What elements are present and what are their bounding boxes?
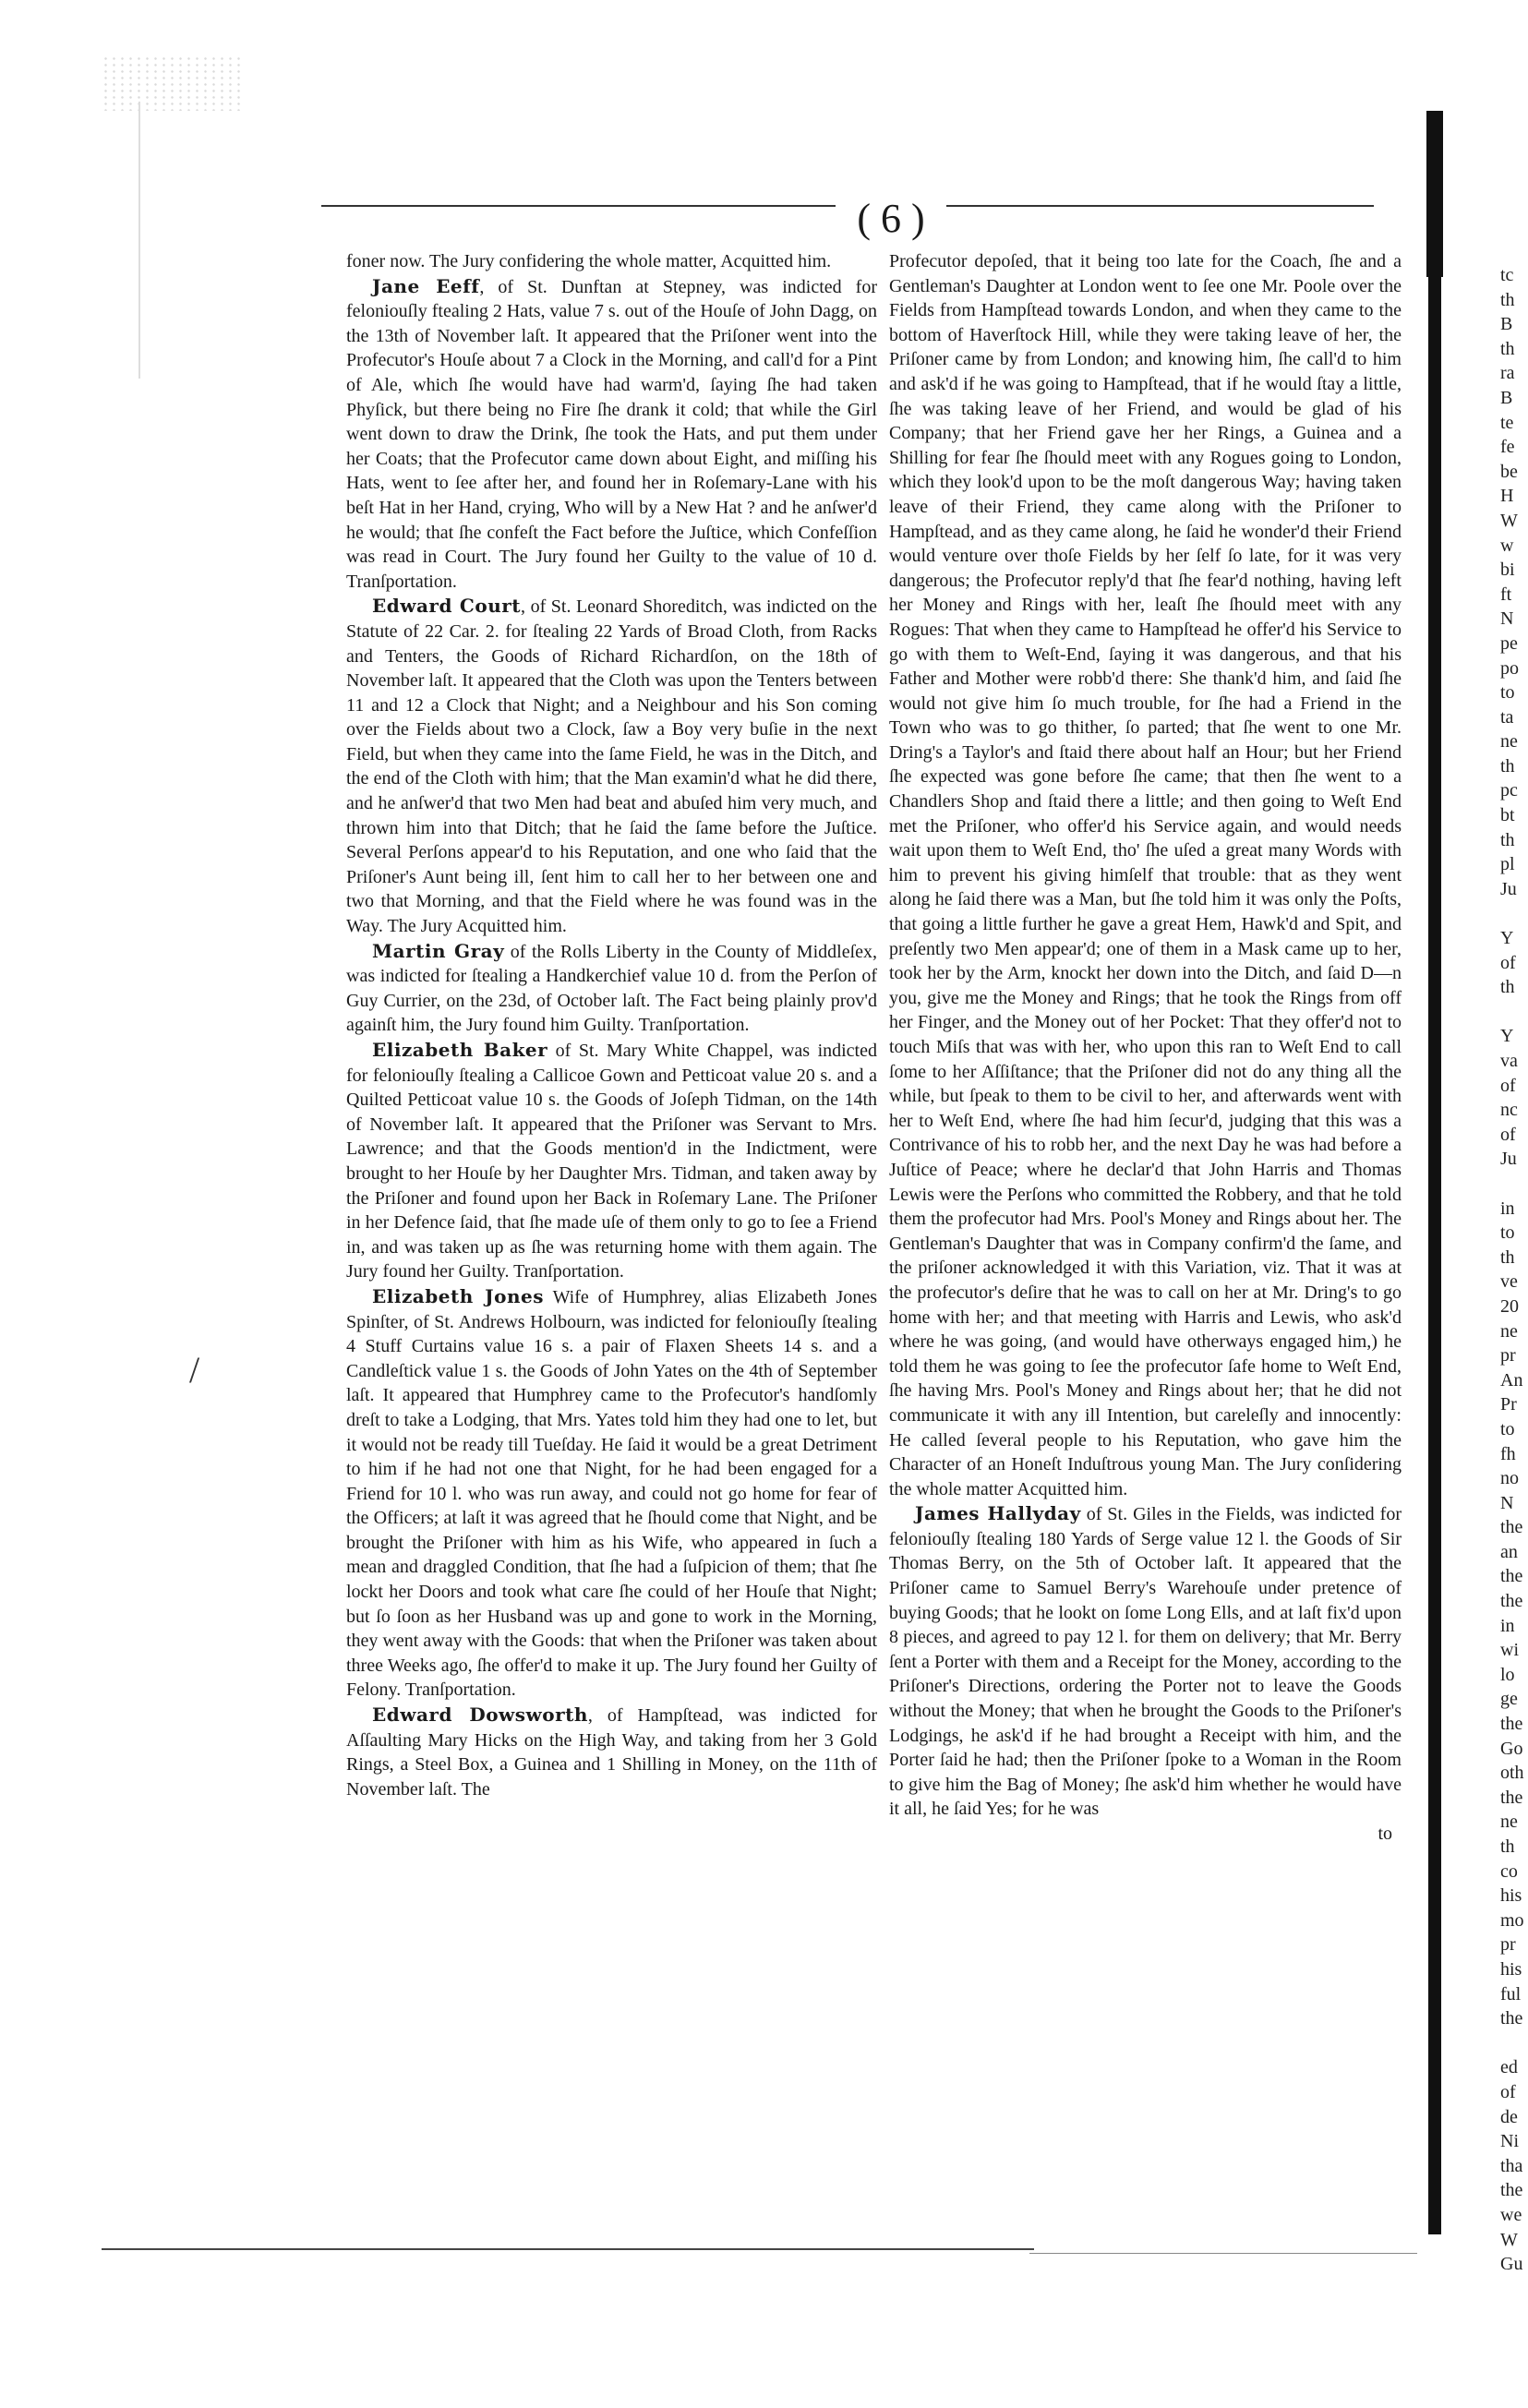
edge-fragment: ne [1500,1320,1518,1342]
defendant-name: Martin Gray [372,939,505,962]
edge-fragment [1500,1172,1528,1197]
edge-fragment: the [1500,2180,1523,2201]
paragraph-text: to [1378,1824,1392,1844]
edge-fragment: of [1500,1124,1516,1145]
edge-fragment: B [1500,314,1513,335]
defendant-name: Jane Eeff [372,274,480,297]
edge-fragment: his [1500,1958,1522,1980]
edge-fragment: lo [1500,1664,1515,1685]
footer-rule [102,2248,1034,2250]
edge-fragment: be [1500,461,1518,482]
scan-edge-line [138,102,140,379]
scan-smudge [102,55,240,111]
edge-fragment: the [1500,1787,1523,1808]
edge-fragment: to [1500,682,1515,704]
edge-fragment: bt [1500,805,1515,826]
edge-fragment [1500,901,1528,926]
paragraph-text: of St. Giles in the Fields, was indicted for feloniouſly ſtealing 180 Yards of Serge value 12 l. the Goods of Sir Thomas Berry, on the 5th of October laſt. It appeared that the Priſoner came to Samuel Berry's Warehouſe under pretence of buying Goods; that he lookt on ſome Long Ells, and at laſt fix'd upon 8 pieces, and agreed to pay 12 l. for them on delivery; that Mr. Berry ſent a Porter with them and a Receipt for the Money, according to the Priſoner's Directions, ordering the Porter not to leave the Goods without the Money; that when he brought the Goods to the Priſoner's Lodgings, he ask'd if he had brought a Receipt with him, and the Porter ſaid he had; then the Priſoner ſpoke to a Woman in the Room to give him the Bag of Money; ſhe ask'd him whether he would have it all, he ſaid Yes; for he was [889,1504,1402,1820]
edge-fragment [1500,1000,1528,1025]
edge-fragment: the [1500,1517,1523,1538]
edge-fragment: th [1500,755,1515,777]
edge-fragment: Y [1500,1026,1514,1047]
paragraph-text: foner now. The Jury confidering the whole matter, Acquitted him. [346,251,832,271]
edge-fragment: pe [1500,632,1518,654]
footer-rule-thin [1029,2253,1417,2254]
edge-fragment: Y [1500,928,1514,949]
edge-fragment: no [1500,1468,1519,1489]
edge-fragment: pc [1500,780,1518,801]
edge-fragment: nc [1500,1100,1518,1121]
edge-fragment: ed [1500,2057,1518,2078]
paragraph [889,249,1402,1501]
edge-fragment: tha [1500,2155,1523,2176]
edge-fragment: th [1500,289,1515,310]
edge-fragment: to [1500,1418,1515,1439]
paragraph [346,1284,877,1703]
edge-fragment: the [1500,1566,1523,1587]
edge-fragment: in [1500,1615,1515,1636]
edge-fragment: w [1500,535,1514,556]
edge-fragment: N [1500,608,1514,630]
defendant-name: Edward Court [372,595,522,618]
paragraph-text: Profecutor depoſed, that it being too late for the Coach, ſhe and a Gentleman's Daughter at London went to ſee one Mr. Poole over the Fields from Hampſtead towards London, and when they came to the bottom of Haverſtock Hill, while they were taking leave of her, the Priſoner came by from London; and knowing him, ſhe call'd to him and ask'd if he was going to Hampſtead, that if he would ſtay a little, ſhe was taking leave of her Friend, and would be glad of his Company; that her Friend gave her her Rings, a Guinea and a Shilling for fear ſhe ſhould meet with any Rogues going to London, which they look'd upon to be the moſt dangerous Way; having taken leave of their Friend, they came along with the Priſoner to Hampſtead, and as they came along, he ſaid he wonder'd their Friend would venture over thoſe Fields by her ſelf ſo late, for it was very dangerous; the Profecutor reply'd that ſhe fear'd nothing, having left her Money and Rings with her, leaſt ſhe ſhould meet with any Rogues: That when they came to Hampſtead he offer'd his Service to go with them to Weſt-End, ſaying it was dangerous, and that his Father and Mother were robb'd there: She thank'd him, and ſaid ſhe would not give him ſo much trouble, for ſhe had a Friend in the Town who was to go thither, ſo parted; that ſhe went to one Mr. Dring's a Taylor's and ſtaid there about half an Hour; but her Friend ſhe expected was gone before ſhe came; that then ſhe went to a Chandlers Shop and ſtaid there a little; and then going to Weſt End met the Priſoner, who offer'd his Service again, and would needs wait upon them to Weſt End, tho' ſhe uſed a great many Words with him to prevent his giving himſelf that trouble: that as they went along he ſaid there was a Man, but ſhe told him it was only the Poſts, that going a little further he gave a great Hem, Hawk'd and Spit, and preſently two Men appear'd; one of them in a Mask came up to her, took her by the Arm, knockt her down into the Ditch, and ſaid D—n you, give me the Money and Rings; that he took the Rings from off her Finger, and the Money out of her Pocket: That they offer'd not to touch Miſs that was with her, who upon this ran to Weſt End to call ſome to her Aſſiſtance; that the Priſoner did not do any thing all the while, but ſpeak to them to be civil to her, and afterwards went with her to Weſt End, where ſhe had him ſecur'd, judging that this was a Contrivance of his to robb her, and the next Day he was had before a Juſtice of Peace; where he declar'd that John Harris and Thomas Lewis were the Perſons who committed the Robbery, and that he told them the profecutor had Mrs. Pool's Money and Rings about her. The Gentleman's Daughter that was in Company confirm'd the ſame, and the priſoner acknowledged it with this Variation, viz. That it was at the profecutor's deſire that he was to call on her at Mr. Dring's to go home with her; and that meeting with Harris and Lewis, who ask'd where he was going, (and would have otherways engaged him,) he told them he was going to ſee the profecutor ſafe home to Weſt End, ſhe having Mrs. Pool's Money and Rings about her; that he did not communicate it with any ill Intention, but careleſly and innocently: He called ſeveral people to his Reputation, who gave him the Character of an Honeſt Induſtrous young Man. The Jury conſidering the whole matter Acquitted him. [889,251,1402,1499]
paragraph-text: of St. Mary White Chappel, was indicted for feloniouſly ſtealing a Callicoe Gown and Petticoat value 20 s. and a Quilted Petticoat value 10 s. the Goods of Joſeph Tidman, on the 14th of November laſt. It appeared that the Priſoner was Servant to Mrs. Lawrence; and that the Goods mention'd in the Indictment, were brought to her Houſe by her Daughter Mrs. Tidman, and taken away by the Priſoner and found upon her Back in Roſemary Lane. The Priſoner in her Defence ſaid, that ſhe made uſe of them only to go to ſee a Friend in, and was taken up as ſhe was returning home with them again. The Jury found her Guilty. Tranſportation. [346,1041,877,1282]
left-column [346,249,877,1801]
edge-fragment: te [1500,412,1514,433]
edge-fragment: po [1500,657,1519,679]
edge-fragment: Ni [1500,2131,1519,2152]
paragraph-text: , of St. Leonard Shoreditch, was indicted on the Statute of 22 Car. 2. for ſtealing 22 Yards of Broad Cloth, from Racks and Tenters, the Goods of Richard Richardſon, on the 18th of November laſt. It appeared that the Cloth was upon the Tenters between 11 and 12 a Clock that Night; and a Neighbour and his Son coming over the Fields about two a Clock, ſaw a Boy very buſie in the next Field, but when they came into the ſame Field, he was in the Ditch, and the end of the Cloth with him; that the Man examin'd what he did there, and he anſwer'd that two Men had beat and abuſed him very much, and thrown him into that Ditch; that he ſaid the ſame before the Juſtice. Several Perſons appear'd to his Reputation, and one who ſaid that the Priſoner's Aunt being ill, ſent him to call her to her between one and two that Morning, and that the Field where he was found was in the Way. The Jury Acquitted him. [346,596,877,937]
paragraph [889,1501,1402,1822]
edge-fragment: to [1500,1222,1515,1244]
adjacent-page-fragments [1500,263,1528,2277]
edge-fragment: his [1500,1885,1522,1907]
defendant-name: James Hallyday [915,1502,1081,1525]
paragraph [346,939,877,1038]
edge-fragment: Gu [1500,2254,1523,2275]
edge-fragment: N [1500,1492,1514,1513]
edge-fragment: ge [1500,1689,1518,1710]
edge-fragment: va [1500,1051,1518,1071]
paragraph-text: of the Rolls Liberty in the County of Middleſex, was indicted for ſtealing a Handkerchief value 10 d. from the Perſon of Guy Currier, on the 23d, of October laſt. The Fact being plainly prov'd againſt him, the Jury found him Guilty. Tranſportation. [346,941,878,1036]
edge-fragment: in [1500,1198,1515,1219]
right-column [889,249,1402,1847]
edge-fragment: B [1500,387,1513,408]
paragraph-text: , of Hampſtead, was indicted for Aſſaulting Mary Hicks on the High Way, and taking from her 3 Gold Rings, a Steel Box, a Guinea and 1 Shilling in Money, on the 11th of November laſt. The [346,1705,877,1800]
edge-fragment: co [1500,1860,1518,1882]
edge-fragment: tc [1500,265,1514,285]
edge-fragment: th [1500,1836,1515,1857]
edge-fragment: pr [1500,1934,1516,1956]
edge-fragment: pl [1500,854,1515,875]
edge-fragment [1500,2031,1528,2056]
edge-fragment: th [1500,338,1515,359]
defendant-name: Elizabeth Jones [372,1284,544,1307]
edge-fragment: W [1500,2229,1518,2250]
edge-fragment: Ju [1500,1149,1517,1170]
paragraph [346,249,877,274]
edge-fragment: ve [1500,1271,1518,1293]
edge-fragment: ne [1500,1812,1518,1833]
paragraph [346,594,877,938]
defendant-name: Edward Dowsworth [372,1704,588,1727]
edge-fragment: of [1500,2081,1516,2102]
edge-fragment: of [1500,952,1516,973]
edge-fragment: ta [1500,706,1514,728]
edge-fragment: pr [1500,1345,1516,1367]
paragraph-text: Wife of Humphrey, alias Elizabeth Jones Spinſter, of St. Andrews Holbourn, was indicted for feloniouſly ſtealing 4 Stuff Curtains value 16 s. a pair of Flaxen Sheets 14 s. and a Candleſtick value 1 s. the Goods of John Yates on the 4th of September laſt. It appeared that Humphrey came to the Profecutor's handſomly dreſt to take a Lodging, that Mrs. Yates told him they had one to let, but it would not be ready till Tueſday. He ſaid it would be a great Detriment to him if he had not one that Night, for he had been engaged for a Friend for 10 l. who was run away, and could not go home for fear of the Officers; at laſt it was agreed that he ſhould come that Night, and be brought the Priſoner with him as his Wife, who appeared in ſuch a mean and draggled Condition, that ſhe had a ſuſpicion of them; that ſhe lockt her Doors and took what care ſhe could of her Houſe that Night; but ſo ſoon as her Husband was up and gone to work in the Morning, they went away with the Goods: that when the Priſoner was taken about three Weeks ago, ſhe offer'd to make it up. The Jury found her Guilty of Felony. Tranſportation. [346,1286,877,1701]
paragraph [346,1703,877,1801]
edge-fragment: ra [1500,363,1515,384]
edge-fragment: 20 [1500,1295,1519,1317]
edge-fragment: W [1500,510,1518,531]
binding-shadow-lower [1428,277,1441,2234]
edge-fragment: the [1500,2008,1523,2029]
edge-fragment: wi [1500,1640,1519,1661]
edge-fragment: an [1500,1541,1518,1562]
edge-fragment: Go [1500,1738,1523,1759]
edge-fragment: th [1500,977,1515,998]
edge-fragment: Ju [1500,878,1517,899]
edge-fragment: ne [1500,731,1518,752]
edge-fragment: we [1500,2204,1522,2225]
edge-fragment: oth [1500,1763,1524,1784]
edge-fragment: the [1500,1714,1523,1735]
edge-fragment: de [1500,2106,1518,2127]
paragraph [346,1038,877,1284]
edge-fragment: bi [1500,560,1515,581]
page-number: ( 6 ) [836,196,946,242]
edge-fragment: of [1500,1075,1516,1096]
edge-fragment: the [1500,1591,1523,1612]
edge-fragment: mo [1500,1909,1524,1931]
paragraph [346,274,877,595]
edge-fragment: fe [1500,437,1515,458]
edge-fragment: ful [1500,1983,1522,2005]
catchword [889,1822,1392,1847]
binding-shadow [1426,111,1443,277]
edge-fragment: Pr [1500,1394,1517,1415]
edge-fragment: th [1500,829,1515,850]
edge-fragment: th [1500,1246,1515,1268]
edge-fragment: fh [1500,1443,1516,1464]
edge-fragment: H [1500,486,1514,507]
margin-mark: / [189,1349,200,1391]
paragraph-text: , of St. Dunftan at Stepney, was indicted for feloniouſly ftealing 2 Hats, value 7 s. out of the Houſe of John Dagg, on the 13th of November laſt. It appeared that the Priſoner went into the Profecutor's Houſe about 7 a Clock in the Morning, and call'd for a Pint of Ale, which ſhe would have had warm'd, ſaying ſhe had taken Phyſick, but there being no Fire ſhe drank it cold; that while the Girl went down to draw the Drink, ſhe took the Hats, and put them under her Coats; that the Profecutor came down about Eight, and miſſing his Hats, went to ſee after her, and found her in Roſemary-Lane with his beſt Hat in her Hand, crying, Who will by a New Hat ? and he anſwer'd he would; that ſhe confeſt the Fact before the Juſtice, which Confeſſion was read in Court. The Jury found her Guilty to the value of 10 d. Tranſportation. [346,276,878,592]
defendant-name: Elizabeth Baker [372,1039,548,1061]
edge-fragment: ft [1500,584,1512,605]
edge-fragment: An [1500,1369,1523,1391]
